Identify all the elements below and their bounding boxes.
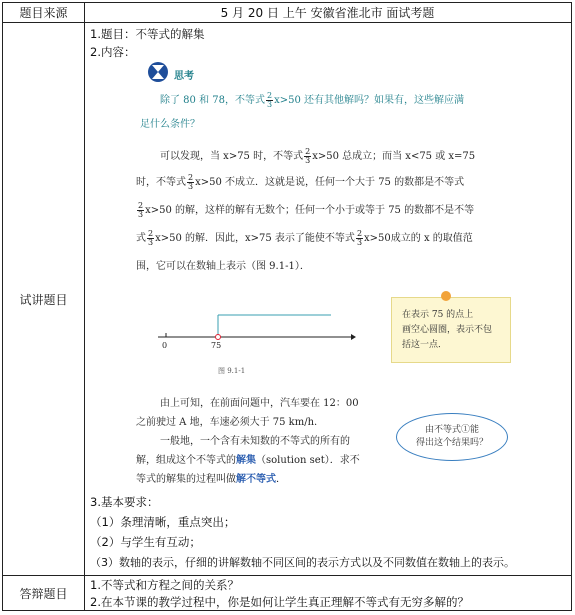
para-line-3: $\frac{2}{3}$ x>50 的解，这样的解有无数个；任何一个小于或等于 75 的数都不是不等	[138, 201, 475, 219]
term-solution-set: 解集	[236, 455, 256, 466]
textbook-excerpt	[126, 61, 521, 511]
requirements-heading: 3.基本要求：	[90, 495, 159, 509]
defense-question: 2.在本节课的教学过程中，你是如何让学生真正理解不等式有无穷多解的？	[90, 595, 469, 609]
requirement-item: （2）与学生有互动；	[90, 535, 201, 549]
axis-label-75: 75	[211, 341, 222, 350]
para-line-5: 围，它可以在数轴上表示（图 9.1-1）．	[136, 261, 310, 272]
note-line: 画空心圆圈，表示不包	[402, 325, 493, 335]
topic-label: 试讲题目	[3, 23, 85, 575]
side-note	[391, 297, 511, 363]
para-line-4: 式 $\frac{2}{3}$ x>50 的解．因此，x>75 表示了能使不等式 $\frac{2}{3}$ x>50成立的 x 的取值范	[136, 229, 473, 247]
topic-row	[3, 23, 571, 576]
conclusion-line-1: 由上可知，在前面问题中，汽车要在 12：00	[160, 398, 359, 409]
conclusion-line-2: 之前驶过 A 地，车速必须大于 75 km/h.	[136, 417, 318, 428]
term-solve-inequality: 解不等式	[236, 474, 276, 485]
bubble-line: 由不等式①能	[424, 425, 479, 435]
note-line: 在表示 75 的点上	[402, 310, 474, 320]
question-line-1: 除了 80 和 78，不等式 $\frac{2}{3}$ x>50 还有其他解吗？如果有，这些解应满	[160, 91, 465, 109]
topic-title: 1.题目：不等式的解集	[90, 27, 205, 41]
para-line-2: 时，不等式 $\frac{2}{3}$ x>50 不成立．这就是说，任何一个大于 75 的数都是不等式	[136, 173, 465, 191]
exam-table	[2, 2, 572, 611]
axis-label-zero: 0	[162, 341, 168, 350]
header-label: 题目来源	[3, 3, 85, 22]
defense-content	[84, 576, 571, 610]
header-row	[3, 3, 571, 23]
number-line	[156, 309, 356, 359]
pushpin-icon	[440, 290, 452, 302]
content-heading: 2.内容：	[90, 45, 136, 59]
header-source: 5 月 20 日 上午 安徽省淮北市 面试考题	[220, 6, 435, 20]
defense-row	[3, 576, 571, 610]
bubble-line: 得出这个结果吗？	[415, 438, 488, 448]
figure-caption: 图 9.1-1	[218, 367, 246, 375]
defense-label: 答辩题目	[3, 576, 85, 610]
requirement-item: （1）条理清晰，重点突出；	[90, 515, 236, 529]
para-line-1: 可以发现，当 x>75 时，不等式 $\frac{2}{3}$ x>50 总成立；而当 x<75 或 x=75	[160, 147, 476, 165]
definition-line-1: 一般地，一个含有未知数的不等式的所有的	[160, 436, 350, 447]
defense-question: 1.不等式和方程之间的关系？	[90, 578, 239, 592]
topic-content	[84, 23, 571, 575]
requirement-item: （3）数轴的表示，仔细的讲解数轴不同区间的表示方式以及不同数值在数轴上的表示。	[90, 556, 515, 569]
definition-line-2: 解，组成这个不等式的解集（solution set）．求不	[136, 455, 360, 466]
hourglass-icon	[146, 61, 170, 83]
question-line-2: 足什么条件？	[140, 119, 200, 130]
note-line: 括这一点．	[402, 340, 448, 350]
speech-bubble	[396, 413, 508, 461]
definition-line-3: 等式的解集的过程叫做解不等式．	[136, 474, 286, 485]
think-label: 思考	[174, 71, 194, 82]
